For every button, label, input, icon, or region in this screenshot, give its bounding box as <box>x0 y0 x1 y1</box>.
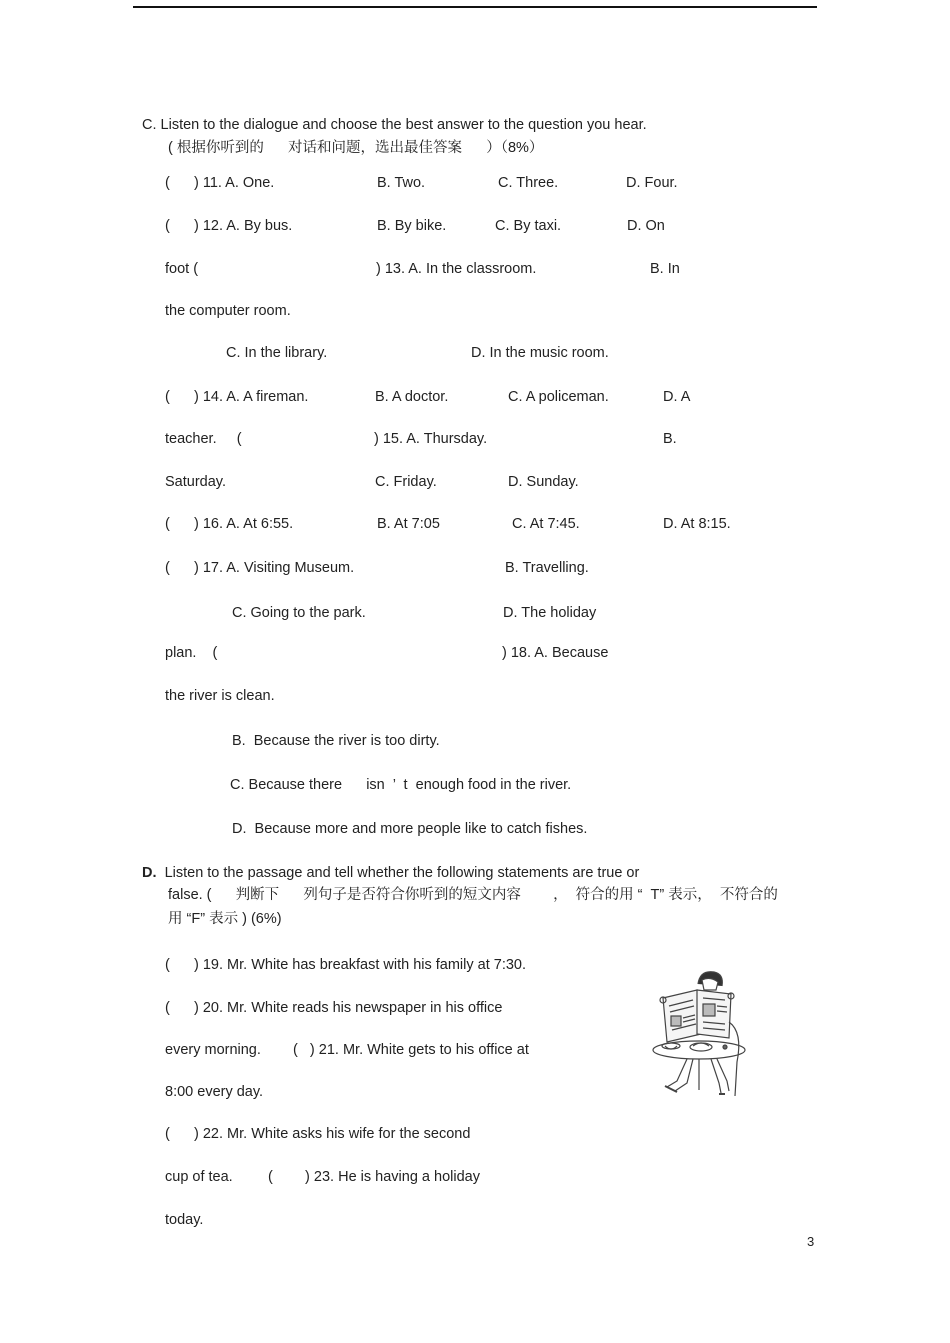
q12-option-c: C. By taxi. <box>495 218 562 234</box>
page-number: 3 <box>807 1234 815 1249</box>
q12-option-d: D. On <box>627 218 665 234</box>
q23-statement-cont: today. <box>165 1212 204 1228</box>
section-d-instruction-2: 用 “F” 表示 ) (6%) <box>168 911 282 927</box>
q15-stem: ) 15. A. Thursday. <box>374 431 488 447</box>
q20-statement: ( ) 20. Mr. White reads his newspaper in his office <box>165 1000 503 1016</box>
q15-option-c: C. Friday. <box>375 474 437 490</box>
section-d-heading: D. Listen to the passage and tell whether the following statements are true or <box>142 865 640 881</box>
q18-option-a-cont: the river is clean. <box>165 688 275 704</box>
q12-option-b: B. By bike. <box>377 218 447 234</box>
q17-option-b: B. Travelling. <box>505 560 589 576</box>
q18-option-c: C. Because there isn ’ t enough food in the river. <box>230 777 572 793</box>
q11-option-c: C. Three. <box>498 175 559 191</box>
q12-stem: ( ) 12. A. By bus. <box>165 218 293 234</box>
q11-option-b: B. Two. <box>377 175 426 191</box>
q16-stem: ( ) 16. A. At 6:55. <box>165 516 294 532</box>
q15-option-b-cont: Saturday. <box>165 474 226 490</box>
q14-option-d: D. A <box>663 389 691 405</box>
man-reading-newspaper-illustration <box>643 962 761 1102</box>
q21-statement-cont: 8:00 every day. <box>165 1084 264 1100</box>
q14-option-c: C. A policeman. <box>508 389 609 405</box>
q21-statement: ( ) 21. Mr. White gets to his office at <box>293 1042 529 1058</box>
q12-option-d-cont: foot ( <box>165 261 199 277</box>
q18-stem: ) 18. A. Because <box>502 645 609 661</box>
q14-option-d-cont: teacher. ( <box>165 431 242 447</box>
q15-option-b: B. <box>663 431 677 447</box>
q19-statement: ( ) 19. Mr. White has breakfast with his family at 7:30. <box>165 957 527 973</box>
q16-option-c: C. At 7:45. <box>512 516 580 532</box>
q16-option-d: D. At 8:15. <box>663 516 731 532</box>
section-c-heading: C. Listen to the dialogue and choose the best answer to the question you hear. <box>142 117 647 133</box>
q18-option-b: B. Because the river is too dirty. <box>232 733 440 749</box>
q13-stem: ) 13. A. In the classroom. <box>376 261 537 277</box>
q13-option-b: B. In <box>650 261 680 277</box>
q11-option-d: D. Four. <box>626 175 678 191</box>
q15-option-d: D. Sunday. <box>508 474 579 490</box>
section-d-instruction-1: false. ( 判断下 列句子是否符合你听到的短文内容 ， 符合的用 “ T” 表示， 不符合的 <box>168 887 778 903</box>
q18-option-d: D. Because more and more people like to catch fishes. <box>232 821 588 837</box>
section-c-instruction: ( 根据你听到的 对话和问题，选出最佳答案 ）（8%） <box>168 140 544 156</box>
q14-stem: ( ) 14. A. A fireman. <box>165 389 309 405</box>
q13-option-d: D. In the music room. <box>471 345 609 361</box>
q17-option-d: D. The holiday <box>503 605 597 621</box>
q20-statement-cont: every morning. <box>165 1042 261 1058</box>
q23-statement: ( ) 23. He is having a holiday <box>268 1169 480 1185</box>
q22-statement: ( ) 22. Mr. White asks his wife for the second <box>165 1126 471 1142</box>
q17-stem: ( ) 17. A. Visiting Museum. <box>165 560 355 576</box>
q17-option-c: C. Going to the park. <box>232 605 366 621</box>
q17-option-d-cont: plan. ( <box>165 645 218 661</box>
q13-option-c: C. In the library. <box>226 345 328 361</box>
top-rule <box>133 6 817 8</box>
q22-statement-cont: cup of tea. <box>165 1169 233 1185</box>
q11-stem: ( ) 11. A. One. <box>165 175 275 191</box>
q14-option-b: B. A doctor. <box>375 389 449 405</box>
q16-option-b: B. At 7:05 <box>377 516 440 532</box>
q13-option-b-cont: the computer room. <box>165 303 291 319</box>
